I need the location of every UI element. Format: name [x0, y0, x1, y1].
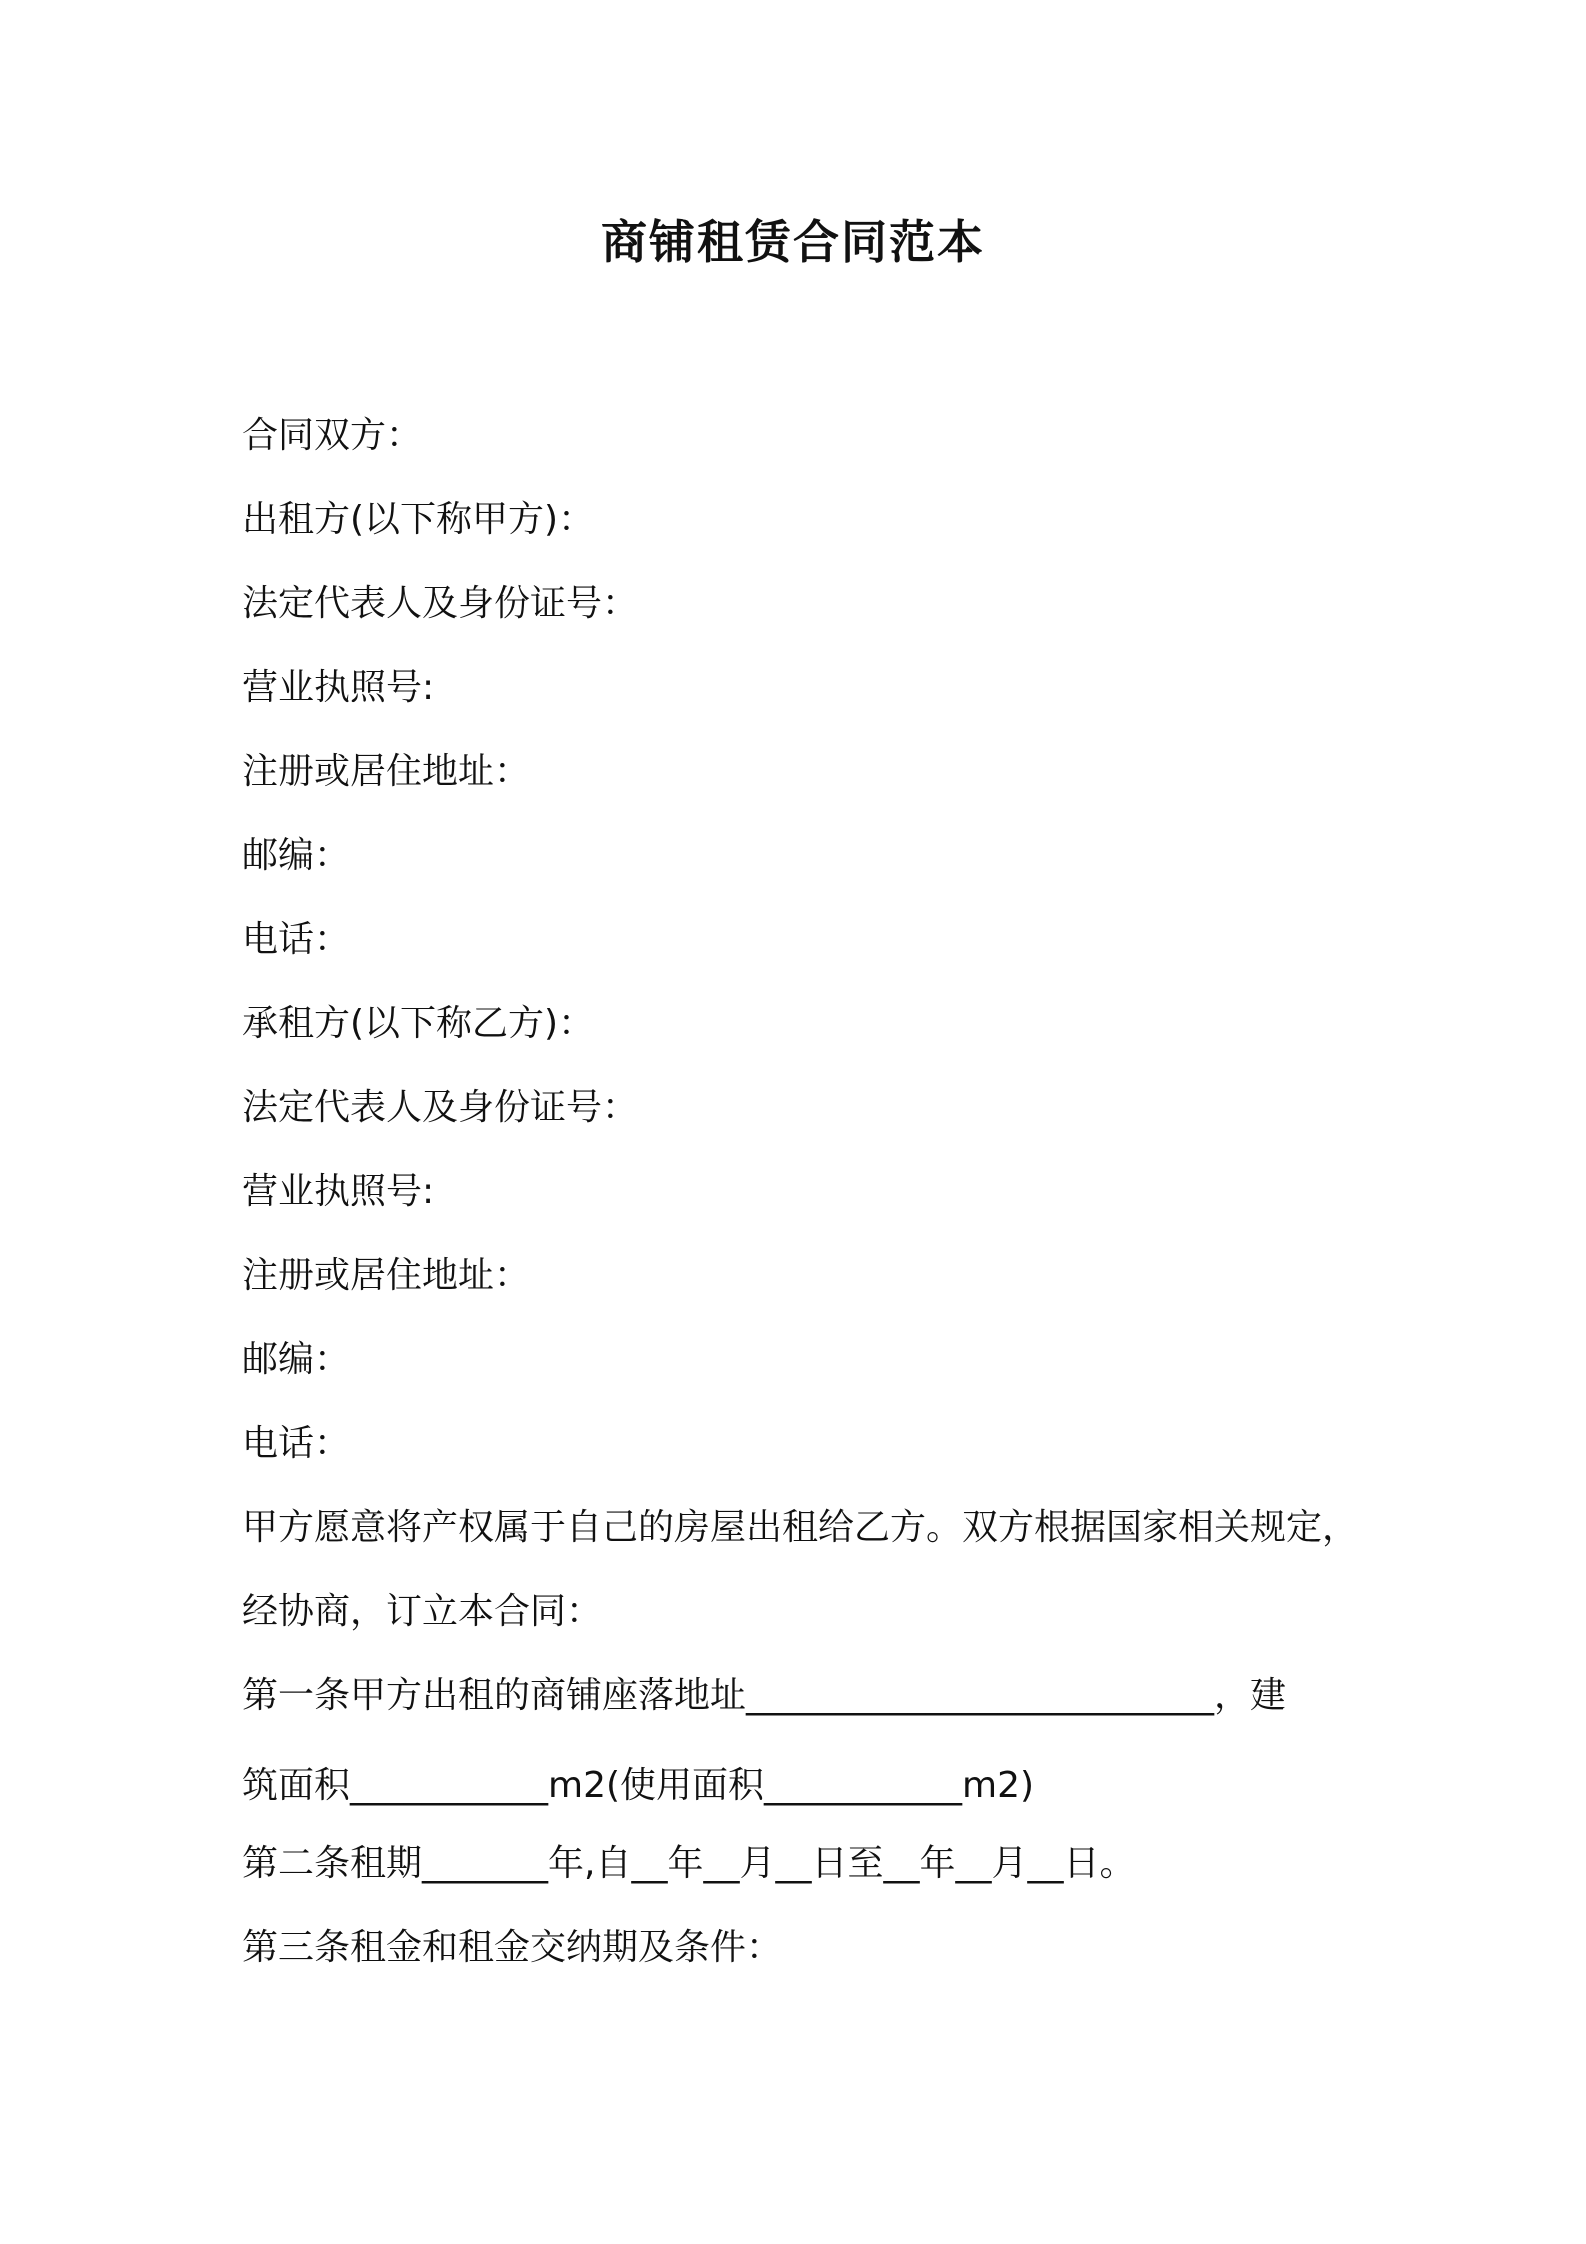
- text-line-lessor-address: 注册或居住地址：: [242, 751, 531, 792]
- text-line-article-1-area: 筑面积___________m2(使用面积___________m2): [242, 1765, 1035, 1806]
- text-line-lessee-postcode: 邮编：: [242, 1339, 351, 1380]
- text-line-parties: 合同双方：: [242, 415, 423, 456]
- text-line-lessor: 出租方(以下称甲方)：: [242, 499, 595, 540]
- text-line-intent: 甲方愿意将产权属于自己的房屋出租给乙方。双方根据国家相关规定，: [242, 1507, 1359, 1548]
- text-line-agreement: 经协商，订立本合同：: [242, 1591, 603, 1632]
- text-line-lessee-license: 营业执照号:: [242, 1171, 435, 1212]
- text-line-article-2: 第二条租期_______年,自__年__月__日至__年__月__日。: [242, 1843, 1136, 1884]
- text-line-lessor-representative: 法定代表人及身份证号：: [242, 583, 639, 624]
- text-line-lessor-license: 营业执照号:: [242, 667, 435, 708]
- text-line-article-1: 第一条甲方出租的商铺座落地址__________________________，建: [242, 1675, 1287, 1716]
- text-line-article-3: 第三条租金和租金交纳期及条件：: [242, 1927, 783, 1968]
- text-line-lessor-postcode: 邮编：: [242, 835, 351, 876]
- text-line-lessee-phone: 电话：: [242, 1423, 351, 1464]
- text-line-lessee-address: 注册或居住地址：: [242, 1255, 531, 1296]
- document-body: [242, 408, 1402, 2004]
- text-line-lessee-representative: 法定代表人及身份证号：: [242, 1087, 639, 1128]
- text-line-lessor-phone: 电话：: [242, 919, 351, 960]
- document-title: 商铺租赁合同范本: [601, 215, 985, 269]
- text-line-lessee: 承租方(以下称乙方)：: [242, 1003, 595, 1044]
